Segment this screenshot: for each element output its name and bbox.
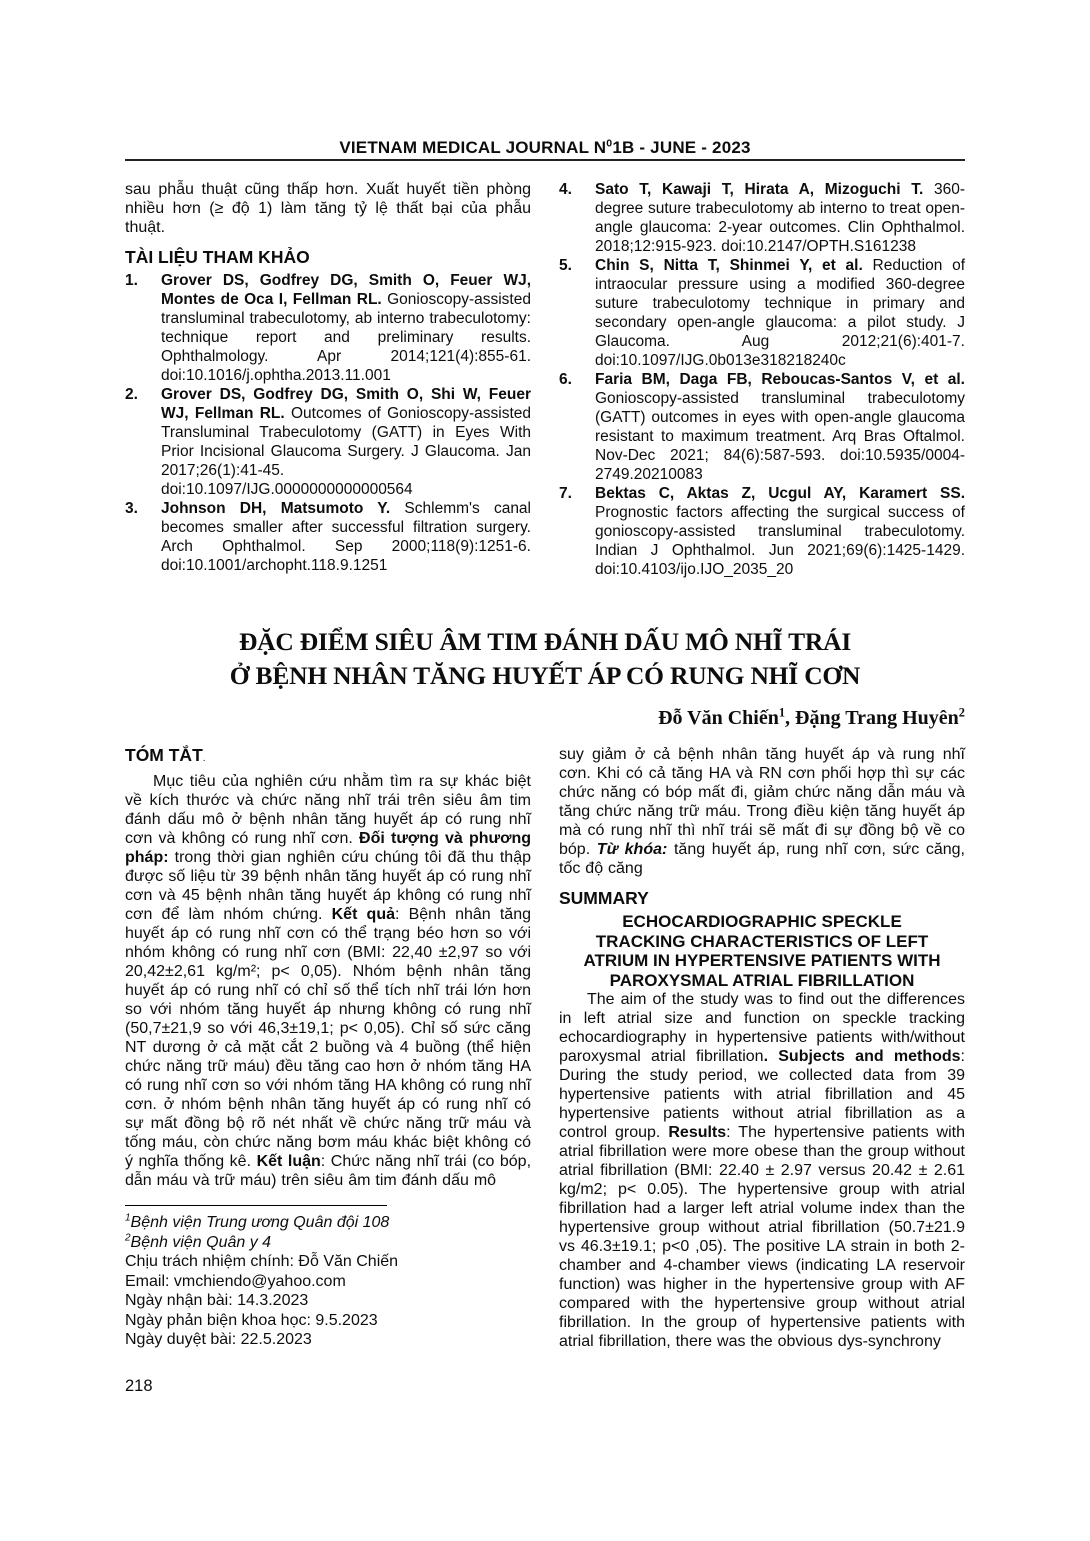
- reference-text: [595, 180, 965, 256]
- footnote-line: Ngày nhận bài: 14.3.2023: [125, 1292, 309, 1309]
- abstract-right-column: [559, 745, 965, 1351]
- abstract-heading: [125, 745, 531, 769]
- reference-detail: Gonioscopy-assisted transluminal trabeculotomy, ab interno trabeculotomy: technique report and preliminary results. Ophthalmology. Apr 2014;121(4):855-61. doi:10.1016/j.ophtha.2013.11.001: [161, 291, 531, 384]
- reference-item: [125, 271, 531, 385]
- reference-authors: Grover DS, Godfrey DG, Smith O, Feuer WJ, Montes de Oca I, Fellman RL.: [161, 272, 531, 308]
- footnote-rule: [125, 1205, 387, 1206]
- footnote-line: Chịu trách nhiệm chính: Đỗ Văn Chiến: [125, 1253, 399, 1270]
- references-list-right: [559, 180, 965, 579]
- reference-item: [125, 499, 531, 575]
- footnote-line: $^1$Bệnh viện Trung ương Quân đội 108: [125, 1212, 390, 1231]
- reference-number: 6.: [559, 371, 572, 388]
- reference-number: 7.: [559, 485, 572, 502]
- footnote-line: Ngày duyệt bài: 22.5.2023: [125, 1331, 312, 1348]
- journal-header: VIETNAM MEDICAL JOURNAL $N^01B$ - JUNE - 2023: [339, 137, 751, 157]
- reference-authors: Bektas C, Aktas Z, Ucgul AY, Karamert SS.: [595, 485, 965, 502]
- reference-detail: Gonioscopy-assisted transluminal trabeculotomy (GATT) outcomes in eyes with open-angle glaucoma resistant to maximum treatment. Arq Bras Oftalmol. Nov-Dec 2021; 84(6):587-593. doi:10.5935/0004-2749.20210083: [595, 390, 965, 483]
- reference-number: 3.: [125, 500, 138, 517]
- article-authors: Đỗ Văn Chiến$^1$, Đặng Trang Huyên$^2$: [658, 705, 965, 729]
- reference-detail: Prognostic factors affecting the surgical success of gonioscopy-assisted transluminal trabeculotomy. Indian J Ophthalmol. Jun 2021;69(6):1425-1429. doi:10.4103/ijo.IJO_2035_20: [595, 504, 965, 578]
- summary-title-line: TRACKING CHARACTERISTICS OF LEFT: [595, 931, 929, 951]
- references-left-column: [125, 180, 531, 575]
- abstract-heading-dot: .: [202, 753, 206, 764]
- page-number: 218: [125, 1376, 153, 1395]
- reference-item: [559, 180, 965, 256]
- reference-detail: Reduction of intraocular pressure using a modified 360-degree suture trabeculotomy technique in primary and secondary open-angle glaucoma: a pilot study. J Glaucoma. Aug 2012;21(6):401-7. doi:10.1097/IJG.0b013e318218240c: [595, 257, 965, 369]
- reference-number: 2.: [125, 386, 138, 403]
- reference-detail: 360-degree suture trabeculotomy ab interno to treat open-angle glaucoma: 2-year outcomes. Clin Ophthalmol. 2018;12:915-923. doi:10.2147/OPTH.S161238: [595, 181, 966, 255]
- reference-authors: Sato T, Kawaji T, Hirata A, Mizoguchi T.: [595, 181, 924, 198]
- abstract-section: [125, 745, 965, 1396]
- abstract-paragraph: Mục tiêu của nghiên cứu nhằm tìm ra sự khác biệt về kích thước và chức năng nhĩ trái trên siêu âm tim đánh dấu mô ở bệnh nhân tăng huyết áp có rung nhĩ cơn và không có rung nhĩ cơn. Đối tượng và phương pháp: trong thời gian nghiên cứu chúng tôi đã thu thập được số liệu từ 39 bệnh nhân tăng huyết áp có rung nhĩ cơn và 45 bệnh nhân tăng huyết áp không có rung nhĩ cơn để làm nhóm chứng. Kết quả: Bệnh nhân tăng huyết áp có rung nhĩ cơn có thể trạng béo hơn so với nhóm không có rung nhĩ cơn (BMI: 22,40 ±2,97 so với 20,42±2,61 kg/m²; p< 0,05). Nhóm bệnh nhân tăng huyết áp có rung nhĩ có chỉ số thể tích nhĩ trái lớn hơn so với nhóm tăng huyết áp nhưng không có rung nhĩ (50,7±21,9 so với 46,3±19,1; p< 0,05). Chỉ số sức căng NT dương ở cả mặt cắt 2 buồng và 4 buồng (thể hiện chức năng trữ máu) đều tăng cao hơn ở nhóm tăng HA có rung nhĩ cơn so với nhóm tăng HA không có rung nhĩ cơn. ở nhóm bệnh nhân tăng huyết áp có rung nhĩ có sự mất đồng bộ rõ nét nhất về chức năng trữ máu và tống máu, còn chức năng bơm máu khác biệt không có ý nghĩa thống kê. Kết luận: Chức năng nhĩ trái (co bóp, dẫn máu và trữ máu) trên siêu âm tim đánh dấu mô: [125, 773, 532, 1189]
- reference-item: [559, 484, 965, 579]
- reference-number: 5.: [559, 257, 572, 274]
- article-title-line-2: Ở BỆNH NHÂN TĂNG HUYẾT ÁP CÓ RUNG NHĨ CƠN: [229, 661, 861, 690]
- references-section: [125, 180, 965, 579]
- reference-text: [161, 385, 531, 499]
- footnote-lines: [125, 1213, 531, 1350]
- reference-authors: Chin S, Nitta T, Shinmei Y, et al.: [595, 257, 863, 274]
- summary-title: [559, 912, 965, 990]
- reference-text: [161, 499, 531, 575]
- footnote-block: [125, 1205, 531, 1350]
- reference-item: [559, 370, 965, 484]
- reference-text: [595, 256, 965, 370]
- abstract-heading-text: TÓM TẮT: [125, 745, 203, 765]
- reference-item: [125, 385, 531, 499]
- summary-paragraph: The aim of the study was to find out the differences in left atrial size and function on speckle tracking echocardiography in hypertensive patients with/without paroxysmal atrial fibrillation. Subjects and methods: During the study period, we collected data from 39 hypertensive patients with atrial fibrillation and 45 hypertensive patients without atrial fibrillation as a control group. Results: The hypertensive patients with atrial fibrillation were more obese than the group without atrial fibrillation (BMI: 22.40 ± 2.97 versus 20.42 ± 2.61 kg/m2; p< 0.05). The hypertensive group with atrial fibrillation had a larger left atrial volume index than the hypertensive group without atrial fibrillation (50.7±21.9 vs 46.3±19.1; p<0 ,05). The positive LA strain in both 2-chamber and 4-chamber views (indicating LA reservoir function) was higher in the hypertensive group with AF compared with the hypertensive group without atrial fibrillation. In the group of hypertensive patients with atrial fibrillation, there was the obvious dys-synchrony: [559, 991, 966, 1350]
- header-rule: [125, 159, 965, 161]
- footnote-line: Email: vmchiendo@yahoo.com: [125, 1272, 346, 1290]
- reference-text: [595, 370, 965, 484]
- summary-title-line: ATRIUM IN HYPERTENSIVE PATIENTS WITH: [583, 951, 941, 970]
- article-title-line-1: ĐẶC ĐIỂM SIÊU ÂM TIM ĐÁNH DẤU MÔ NHĨ TRÁI: [238, 627, 852, 656]
- reference-number: 1.: [125, 272, 138, 289]
- summary-title-line: ECHOCARDIOGRAPHIC SPECKLE: [622, 912, 902, 931]
- references-heading: TÀI LIỆU THAM KHẢO: [125, 247, 310, 267]
- references-right-column: [559, 180, 965, 579]
- summary-heading: SUMMARY: [559, 888, 649, 908]
- abstract-continuation-paragraph: suy giảm ở cả bệnh nhân tăng huyết áp và rung nhĩ cơn. Khi có cả tăng HA và RN cơn phối hợp thì sự các chức năng có bóp mất đi, giảm chức năng dẫn máu và tăng chức năng trữ máu. Trong điều kiện tăng huyết áp mà có rung nhĩ thì nhĩ trái sẽ mất đi sự đồng bộ về co bóp. Từ khóa: tăng huyết áp, rung nhĩ cơn, sức căng, tốc độ căng: [559, 746, 966, 877]
- closing-paragraph: sau phẫu thuật cũng thấp hơn. Xuất huyết tiền phòng nhiều hơn (≥ độ 1) làm tăng tỷ lệ thất bại của phẫu thuật.: [125, 181, 531, 236]
- reference-detail: Schlemm's canal becomes smaller after successful filtration surgery. Arch Ophthalmol. Sep 2000;118(9):1251-6. doi:10.1001/archopht.118.9.1251: [161, 500, 531, 574]
- reference-detail: Outcomes of Gonioscopy-assisted Transluminal Trabeculotomy (GATT) in Eyes With Prior Incisional Glaucoma Surgery. J Glaucoma. Jan 2017;26(1):41-45. doi:10.1097/IJG.0000000000000564: [161, 405, 531, 498]
- reference-authors: Grover DS, Godfrey DG, Smith O, Shi W, Feuer WJ, Fellman RL.: [161, 386, 531, 422]
- summary-title-line: PAROXYSMAL ATRIAL FIBRILLATION: [609, 970, 915, 990]
- references-list-left: [125, 271, 531, 575]
- reference-item: [559, 256, 965, 370]
- reference-text: [595, 484, 965, 579]
- footnote-line: Ngày phản biện khoa học: 9.5.2023: [125, 1311, 378, 1329]
- reference-number: 4.: [559, 181, 572, 198]
- article-title: [125, 625, 965, 693]
- reference-authors: Johnson DH, Matsumoto Y.: [161, 500, 391, 517]
- footnote-line: $^2$Bệnh viện Quân y 4: [125, 1232, 272, 1251]
- abstract-left-column: [125, 745, 531, 1396]
- reference-authors: Faria BM, Daga FB, Reboucas-Santos V, et al.: [595, 371, 965, 388]
- reference-text: [161, 271, 531, 385]
